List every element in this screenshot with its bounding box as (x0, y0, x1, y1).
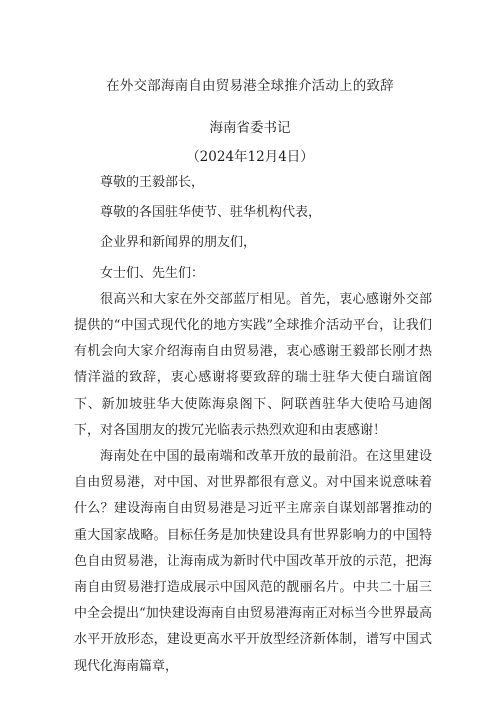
salutation-4: 女士们、先生们： (100, 265, 205, 281)
salutation-1: 尊敬的王毅部长， (100, 175, 205, 190)
salutation-3: 企业界和新闻界的朋友们， (100, 235, 257, 251)
document-title: 在外交部海南自由贸易港全球推介活动上的致辞 (106, 78, 394, 94)
document-date: （2024年12月4日） (186, 149, 314, 165)
document-author: 海南省委书记 (209, 120, 291, 136)
salutation-2: 尊敬的各国驻华使节、驻华机构代表， (100, 205, 322, 221)
paragraph-1: 很高兴和大家在外交部蓝厅相见。首先，衷心感谢外交部提供的“中国式现代化的地方实践”全球推介活动平台，让我们有机会向大家介绍海南自由贸易港，衷心感谢王毅部长刚才热情洋溢的致辞，衷心感谢将要致辞的瑞士驻华大使白瑞谊阁下、新加坡驻华大使陈海泉阁下、阿联酋驻华大使哈马迪阁下，对各国朋友的拨冗光临表示热烈欢迎和由衷感谢！ (74, 291, 432, 438)
paragraph-2: 海南处在中国的最南端和改革开放的最前沿。在这里建设自由贸易港，对中国、对世界都很有意义。对中国来说意味着什么？建设海南自由贸易港是习近平主席亲自谋划部署推动的重大国家战略。目标任务是加快建设具有世界影响力的中国特色自由贸易港，让海南成为新时代中国改革开放的示范，把海南自由贸易港打造成展示中国风范的靓丽名片。中共二十届三中全会提出“加快建设海南自由贸易港海南正对标当今世界最高水平开放形态，建设更高水平开放型经济新体制，谱写中国式现代化海南篇章， (74, 449, 432, 674)
document-body (74, 170, 432, 680)
